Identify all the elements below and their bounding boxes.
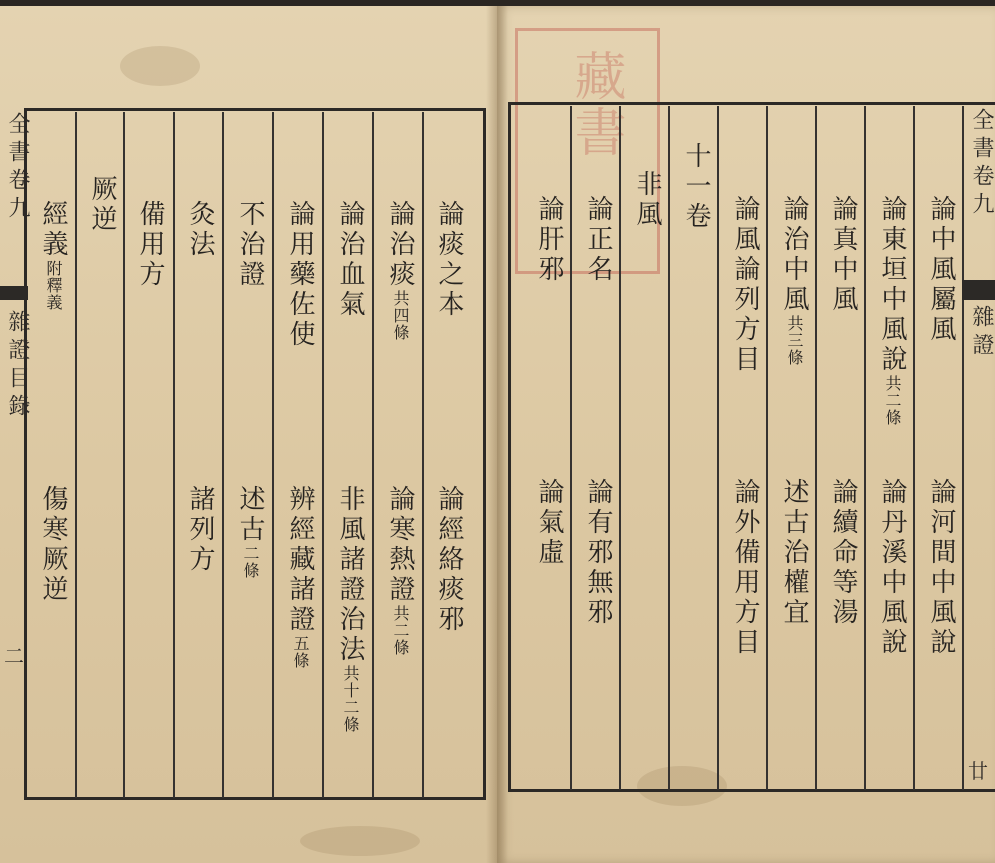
column-rule	[619, 106, 621, 790]
section-heading: 非風	[632, 170, 662, 230]
paper-stain	[300, 826, 420, 856]
column-rule	[913, 106, 915, 790]
entry-bottom	[335, 485, 365, 733]
margin-section-left: 雜證目錄	[5, 310, 30, 422]
entry-top: 不治證	[235, 200, 265, 290]
entry-top	[779, 195, 809, 366]
entry-bottom	[235, 485, 265, 579]
entry-bottom: 論丹溪中風說	[877, 478, 907, 658]
column-rule	[123, 112, 125, 798]
entry-bottom-text: 非風諸證治法	[335, 485, 365, 665]
column-rule	[717, 106, 719, 790]
entry-note: 二條	[241, 545, 260, 579]
paper-stain	[120, 46, 200, 86]
entry-bottom: 論氣虛	[534, 478, 564, 568]
margin-title-left: 全書卷九	[5, 112, 30, 224]
entry-bottom: 論有邪無邪	[583, 478, 613, 628]
entry-top: 論中風屬風	[926, 195, 956, 345]
page-number-left: 二	[4, 644, 24, 668]
column-rule	[222, 112, 224, 798]
column-rule	[864, 106, 866, 790]
entry-bottom	[285, 485, 315, 669]
entry-top-text: 論治中風	[779, 195, 809, 315]
column-rule	[815, 106, 817, 790]
entry-bottom-text: 述古	[235, 485, 265, 545]
entry-bottom: 諸列方	[185, 485, 215, 575]
column-rule	[372, 112, 374, 798]
entry-bottom: 論河間中風說	[926, 478, 956, 658]
entry-top	[877, 195, 907, 426]
entry-note: 共二條	[883, 375, 902, 426]
margin-section-right: 雜證	[969, 305, 994, 361]
entry-top-text: 論東垣中風說	[877, 195, 907, 375]
entry-note: 共三條	[785, 315, 804, 366]
column-rule	[173, 112, 175, 798]
entry-top-text: 經義	[38, 200, 68, 260]
entry-top: 備用方	[135, 200, 165, 290]
entry-top: 厥逆	[87, 175, 117, 235]
seal-text: 藏書	[565, 49, 625, 161]
entry-note: 五條	[291, 635, 310, 669]
entry-top: 論治血氣	[335, 200, 365, 320]
entry-top: 灸法	[185, 200, 215, 260]
entry-note: 附釋義	[44, 260, 63, 311]
entry-bottom: 論外備用方目	[730, 478, 760, 658]
entry-top: 論真中風	[828, 195, 858, 315]
entry-bottom: 傷寒厥逆	[38, 485, 68, 605]
column-rule	[766, 106, 768, 790]
entry-bottom: 述古治權宜	[779, 478, 809, 628]
entry-top-text: 論治痰	[385, 200, 415, 290]
margin-title-right: 全書卷九	[969, 108, 994, 220]
entry-bottom-text: 論寒熱證	[385, 485, 415, 605]
column-rule	[422, 112, 424, 798]
entry-top: 論用藥佐使	[285, 200, 315, 350]
column-rule	[322, 112, 324, 798]
fishtail-mark	[0, 286, 28, 300]
entry-top: 論正名	[583, 195, 613, 285]
entry-note: 共十二條	[341, 665, 360, 733]
entry-bottom	[385, 485, 415, 656]
entry-bottom: 論經絡痰邪	[434, 485, 464, 635]
entry-top: 論痰之本	[434, 200, 464, 320]
fishtail-mark	[962, 280, 995, 300]
entry-bottom-text: 辨經藏諸證	[285, 485, 315, 635]
column-rule	[75, 112, 77, 798]
entry-top: 論肝邪	[534, 195, 564, 285]
column-rule	[668, 106, 670, 790]
entry-note: 共四條	[391, 290, 410, 341]
book-gutter	[486, 6, 508, 863]
entry-top	[385, 200, 415, 400]
entry-note: 共二條	[391, 605, 410, 656]
chapter-heading: 十一卷	[681, 142, 711, 232]
entry-bottom: 論續命等湯	[828, 478, 858, 628]
entry-top: 論風論列方目	[730, 195, 760, 375]
page-number-right: 廿	[968, 759, 988, 783]
column-rule	[962, 106, 964, 790]
column-rule	[272, 112, 274, 798]
entry-top	[38, 200, 68, 311]
column-rule	[570, 106, 572, 790]
